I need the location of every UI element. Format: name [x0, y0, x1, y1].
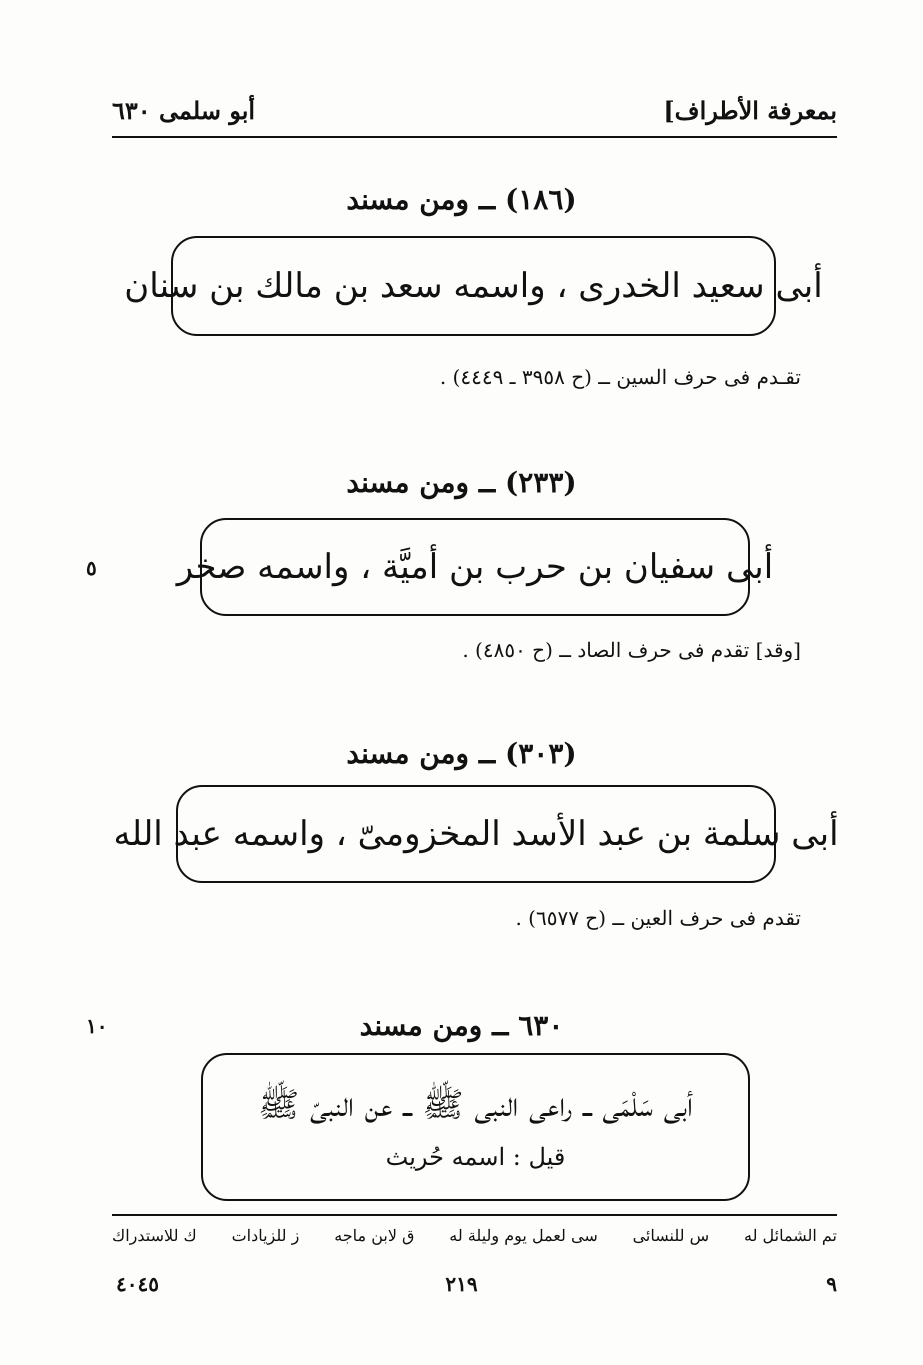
- abbreviation-item: س للنسائى: [632, 1226, 710, 1245]
- name-line: أبى سعيد الخدرى ، واسمه سعد بن مالك بن سنان: [124, 266, 823, 306]
- abbreviation-item: ز للزيادات: [231, 1226, 300, 1245]
- section-heading: ٦٣٠ ــ ومن مسند: [359, 1009, 564, 1042]
- page-number: ٢١٩: [445, 1272, 478, 1296]
- section-heading: (١٨٦) ــ ومن مسند: [346, 183, 577, 216]
- margin-line-number: ٥: [86, 556, 97, 580]
- name-line-secondary: قيل : اسمه حُريث: [385, 1142, 566, 1171]
- footer-rule: [112, 1214, 837, 1216]
- footer-hadith-number: ٤٠٤٥: [116, 1272, 159, 1296]
- name-box: [113, 785, 839, 883]
- name-line: أبى سلمة بن عبد الأسد المخزومىّ ، واسمه عبد الله: [113, 814, 839, 854]
- reference-note: تقدم فى حرف العين ــ (ح ٦٥٧٧) .: [515, 906, 801, 930]
- name-box: [124, 236, 823, 336]
- section-heading: (٢٣٣) ــ ومن مسند: [346, 466, 577, 499]
- header-rule: [112, 136, 837, 138]
- reference-note: [وقد] تقدم فى حرف الصاد ــ (ح ٤٨٥٠) .: [462, 638, 801, 662]
- running-header-right: بمعرفة الأطراف]: [663, 96, 837, 125]
- abbreviation-item: سى لعمل يوم وليلة له: [449, 1226, 598, 1245]
- section-heading: (٣٠٣) ــ ومن مسند: [346, 737, 577, 770]
- name-box: [176, 518, 774, 616]
- abbreviation-item: ك للاستدراك: [112, 1226, 197, 1245]
- abbreviation-item: ق لابن ماجه: [334, 1226, 415, 1245]
- name-box: [201, 1053, 750, 1201]
- footer-volume-number: ٩: [826, 1272, 837, 1296]
- running-header-left: أبو سلمى ٦٣٠: [112, 96, 256, 125]
- abbreviation-key: [112, 1226, 837, 1245]
- name-line: أبى سَلْمَى ــ راعى النبى ﷺ ــ عن النبىّ ﷺ: [258, 1084, 693, 1125]
- margin-line-number: ١٠: [86, 1014, 108, 1038]
- reference-note: تقـدم فى حرف السين ــ (ح ٣٩٥٨ ـ ٤٤٤٩) .: [439, 365, 801, 389]
- abbreviation-item: تم الشمائل له: [743, 1226, 837, 1245]
- name-line: أبى سفيان بن حرب بن أميَّة ، واسمه صخر: [176, 547, 774, 587]
